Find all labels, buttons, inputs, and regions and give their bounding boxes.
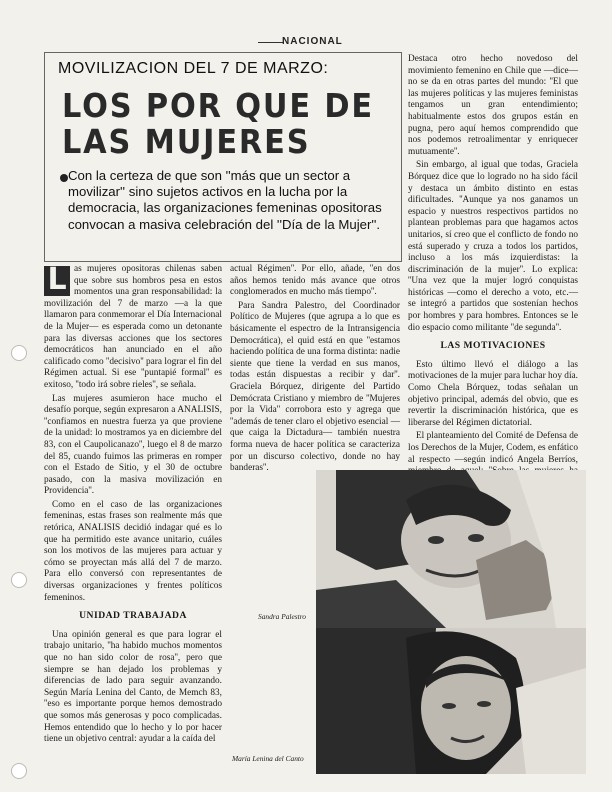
headline-line: LAS MUJERES — [62, 122, 311, 161]
photo-maria-lenina-del-canto — [316, 628, 586, 774]
section-tag: NACIONAL — [282, 36, 343, 47]
photo-image — [316, 628, 586, 774]
paragraph: actual Régimen''. Por ello, añade, ''en dos años hemos tenido más avance que otros conglomerados en mucho más tiempo''. — [230, 264, 400, 298]
paragraph: Una opinión general es que para lograr el trabajo unitario, ''ha habido muchos momentos que no han sido color de rosa'', pero que siempre se han dejado los problemas y diferencias de lado para seguir avanzando. Según María Lenina del Canto, de Memch 83, ''eso es importante porque hemos demostrado que somos más generosas y poco complicadas. Hemos entendido que lo hecho y lo por hacer tiene un objetivo central: ayudar a la caída del — [44, 629, 222, 745]
article-column-1 — [44, 264, 222, 748]
kicker: MOVILIZACION DEL 7 DE MARZO: — [58, 60, 329, 77]
paragraph: Esto último llevó el diálogo a las motivaciones de la mujer para luchar hoy día. Como Chela Bórquez, todas señalan un objetivo principal, además del obvio, que es revertir la discriminación histórica, que es liberarse del Régimen dictatorial. — [408, 359, 578, 428]
paragraph: Destaca otro hecho novedoso del movimiento femenino en Chile que —dice— no se da en otras partes del mundo: ''El que las mujeres políticas y las mujeres feministas tengamos un gran entendimiento; habitualmente estos dos grupos están en pugna, pero aquí hemos comprendido que nos podemos retroalimentar y enriquecer mutuamente''. — [408, 54, 578, 157]
headline-line: LOS POR QUE DE — [62, 86, 374, 125]
headline — [62, 88, 374, 160]
paragraph: El planteamiento del Comité de Defensa de los Derechos de la Mujer, Codem, es enfático al respecto —según indicó Angela Berríos, — [408, 431, 578, 465]
photo-caption: María Lenina del Canto — [232, 754, 304, 763]
article-column-3 — [408, 54, 578, 503]
paragraph: Para Sandra Palestro, del Coordinador Político de Mujeres (que agrupa a lo que es básicamente el espectro de la Intransigencia Democrática), el quid está en que ''estamos haciendo política de una forma distinta: nadie siente que tiene la verdad en sus manos, todas están dispuestas a recibir y dar''. Graciela Bórquez, dirigente del Partido Demócrata Cristiano y miembro de ''Mujeres por la Vida'' corrobora esto y agrega que ''además de tener claro el objetivo esencial —que caiga la Dictadura— también nuestra forma nueva de hacer política se caracteriza por un discurso colectivo, donde no hay banderas''. — [230, 300, 400, 474]
subhead: UNIDAD TRABAJADA — [79, 610, 187, 622]
bullet-icon — [60, 174, 68, 182]
paragraph: Sin embargo, al igual que todas, Graciela Bórquez dice que lo logrado no ha sido fácil y destaca un ámbito distinto en estas dificultades. ''Aunque ya nos ganamos un espacio y nuestros respectivos partidos no plantean problemas para que hagamos actos unitarios, sí creo que el conflicto de fondo no está superado y cruza a todos los partidos, incluso a los más izquierdistas: la discriminación de la mujer''. Lo explica: ''Una vez que la mujer logró conquistas históricas —como el derecho a voto, etc.— se integró a partidos que sostenían hechos por hombres y para hombres. Entonces se le dio espacio como militante ''de segunda''. — [408, 160, 578, 333]
paragraph: Como en el caso de las organizaciones femeninas, estas frases son realmente más que retórica, ANALISIS decidió indagar qué es lo que ha permitido este avance unitario, cuáles son los motivos de las mujeres para actuar y cómo se proyectan más allá del 7 de marzo. Para ello conversó con representantes de diversas organizaciones y frentes políticos femeninos. — [44, 499, 222, 603]
paragraph: Las mujeres asumieron hace mucho el desafío porque, según expresaron a ANALISIS, ''confiamos en nuestra fuerza ya que proviene de la unidad: lo mostramos ya en diciembre del 83, con el Caupolicanazo'', luego el 8 de marzo del 85, cuando fuimos las primeras en romper con el Estado de Sitio, y el 30 de octubre pasado, con la masiva movilización en Providencia''. — [44, 393, 222, 497]
binder-hole — [11, 345, 27, 361]
article-column-2 — [230, 264, 400, 477]
paragraph: as mujeres opositoras chilenas saben que sobre sus hombros pesa en estos momentos una gran responsabilidad: la movilización del 7 de marzo —a la que llamaron para conmemorar el Día Internacional de la Mujer— es esperada como un detonante para las diversas acciones que los sectores democráticos han anunciado en el año calificado como ''decisivo'' para lograr el fin del Régimen actual. Si ese ''puntapié formal'' es exitoso, ''todo irá sobre rieles'', se señala. — [44, 264, 222, 390]
deck: Con la certeza de que son ''más que un sector a movilizar'' sino sujetos activos en la lucha por la democracia, las organizaciones femeninas opositoras convocan a masiva celebración del ''Día de la Mujer''. — [68, 168, 382, 232]
photo-caption: Sandra Palestro — [258, 612, 306, 621]
binder-hole — [11, 763, 27, 779]
binder-hole — [11, 572, 27, 588]
photo-image — [316, 470, 586, 628]
drop-cap: L — [44, 266, 70, 296]
photo-sandra-palestro — [316, 470, 586, 628]
subhead: LAS MOTIVACIONES — [440, 340, 546, 352]
section-rule — [258, 42, 284, 43]
